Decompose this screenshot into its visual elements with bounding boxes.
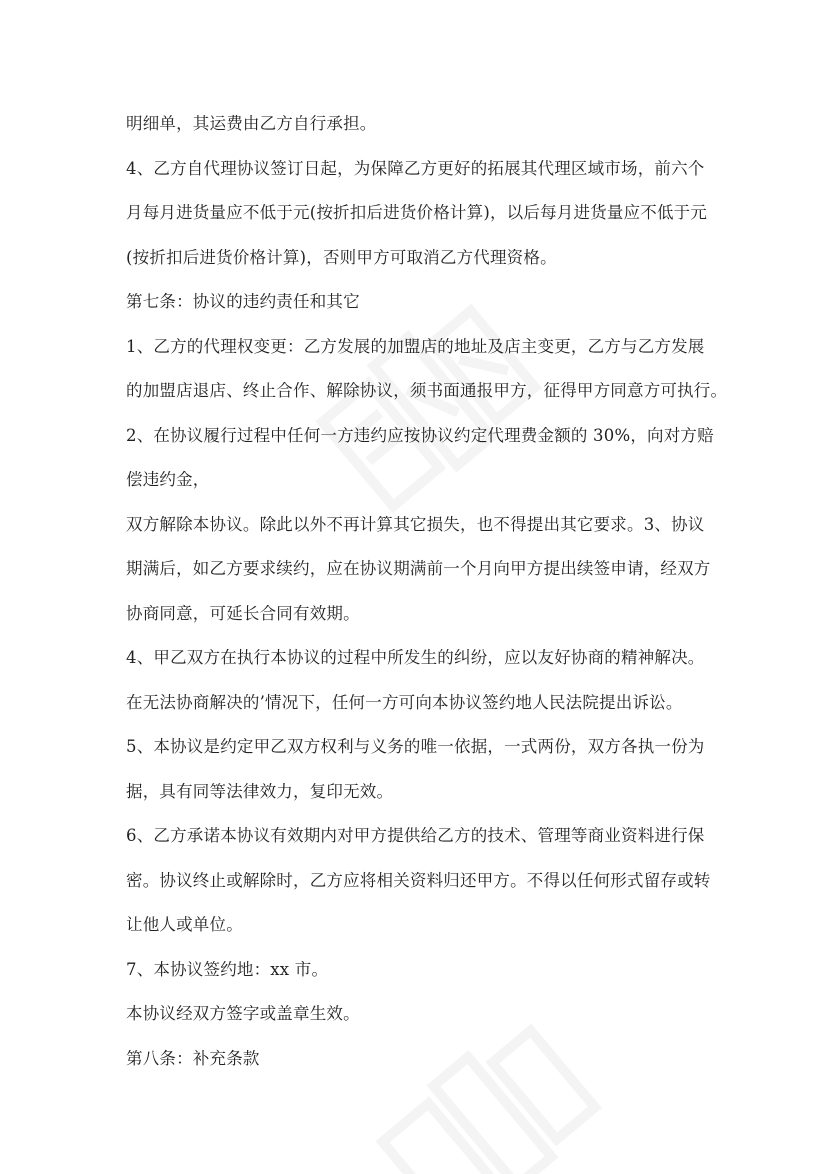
text-line: 让他人或单位。 bbox=[126, 915, 243, 934]
text-line: 本协议经双方签字或盖章生效。 bbox=[126, 1004, 360, 1023]
text-line: 4、乙方自代理协议签订日起，为保障乙方更好的拓展其代理区域市场，前六个 bbox=[126, 158, 705, 178]
text-line: 2、在协议履行过程中任何一方违约应按协议约定代理费金额的 30%，向对方赔 bbox=[126, 425, 714, 445]
text-line: 协商同意，可延长合同有效期。 bbox=[126, 603, 360, 623]
text-line: 6、乙方承诺本协议有效期内对甲方提供给乙方的技术、管理等商业资料进行保 bbox=[126, 826, 705, 845]
text-line: 月每月进货量应不低于元(按折扣后进货价格计算)，以后每月进货量应不低于元 bbox=[126, 203, 708, 222]
text-line: 1、乙方的代理权变更：乙方发展的加盟店的地址及店主变更，乙方与乙方发展 bbox=[126, 336, 705, 356]
text-line: 5、本协议是约定甲乙双方权利与义务的唯一依据，一式两份，双方各执一份为 bbox=[126, 737, 705, 756]
text-line: 4、甲乙双方在执行本协议的过程中所发生的纠纷，应以友好协商的精神解决。 bbox=[126, 648, 705, 667]
section-heading: 第八条：补充条款 bbox=[126, 1048, 260, 1068]
text-line: 的加盟店退店、终止合作、解除协议，须书面通报甲方，征得甲方同意方可执行。 bbox=[126, 381, 728, 400]
text-line: 7、本协议签约地：xx 市。 bbox=[126, 959, 329, 979]
section-heading: 第七条：协议的违约责任和其它 bbox=[126, 292, 360, 311]
text-line: 在无法协商解决的’情况下，任何一方可向本协议签约地人民法院提出诉讼。 bbox=[126, 692, 683, 712]
text-line: 据，具有同等法律效力，复印无效。 bbox=[126, 781, 394, 801]
text-line: 双方解除本协议。除此以外不再计算其它损失，也不得提出其它要求。3、协议 bbox=[126, 514, 705, 534]
text-line: 密。协议终止或解除时，乙方应将相关资料归还甲方。不得以任何形式留存或转 bbox=[126, 870, 711, 890]
document-body bbox=[126, 106, 726, 1077]
text-line: 期满后，如乙方要求续约，应在协议期满前一个月向甲方提出续签申请，经双方 bbox=[126, 559, 711, 578]
text-line: 偿违约金， bbox=[126, 470, 210, 489]
text-line: (按折扣后进货价格计算)，否则甲方可取消乙方代理资格。 bbox=[126, 247, 557, 267]
text-line: 明细单，其运费由乙方自行承担。 bbox=[126, 114, 377, 133]
